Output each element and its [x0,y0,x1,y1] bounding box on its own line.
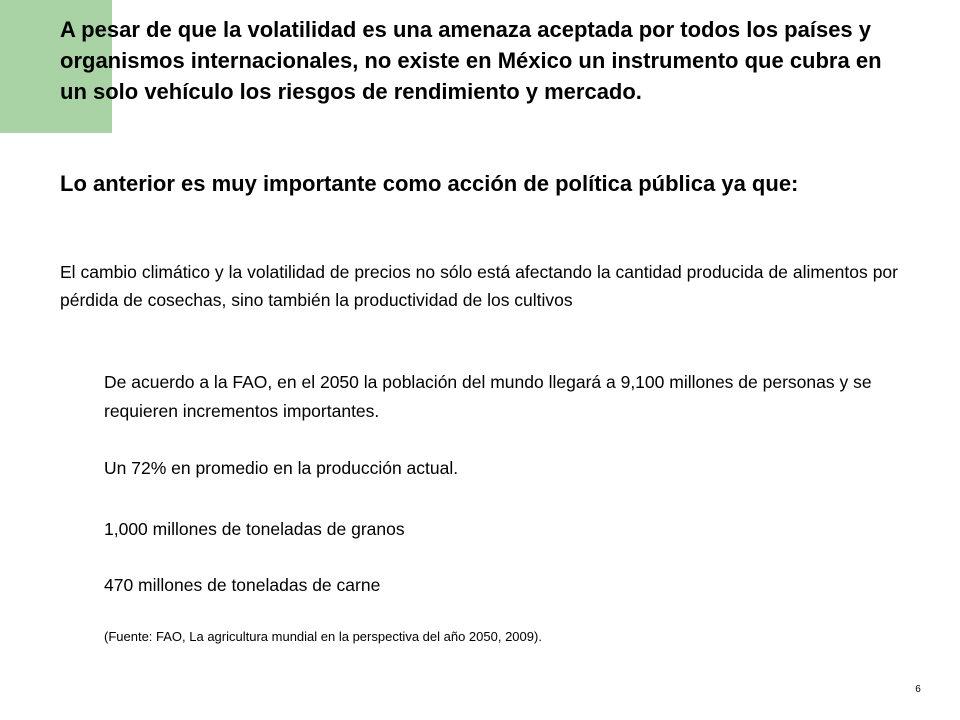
page-number: 6 [915,684,921,695]
fact-grains: 1,000 millones de toneladas de granos [104,519,405,539]
fact-fao-population: De acuerdo a la FAO, en el 2050 la población del mundo llegará a 9,100 millones de personas y se requieren incrementos importantes. [104,372,872,421]
slide-title: A pesar de que la volatilidad es una amenaza aceptada por todos los países y organismos internacionales, no existe en México un instrumento que cubra en un solo vehículo los riesgos de rendimiento y mercado. [60,17,882,104]
slide-subtitle: Lo anterior es muy importante como acción de política pública ya que: [60,171,799,196]
source-citation: (Fuente: FAO, La agricultura mundial en la perspectiva del año 2050, 2009). [104,629,542,644]
fact-meat: 470 millones de toneladas de carne [104,575,381,595]
fact-production-increase: Un 72% en promedio en la producción actual. [104,458,459,478]
body-paragraph: El cambio climático y la volatilidad de precios no sólo está afectando la cantidad producida de alimentos por pérdida de cosechas, sino también la productividad de los cultivos [60,262,898,310]
